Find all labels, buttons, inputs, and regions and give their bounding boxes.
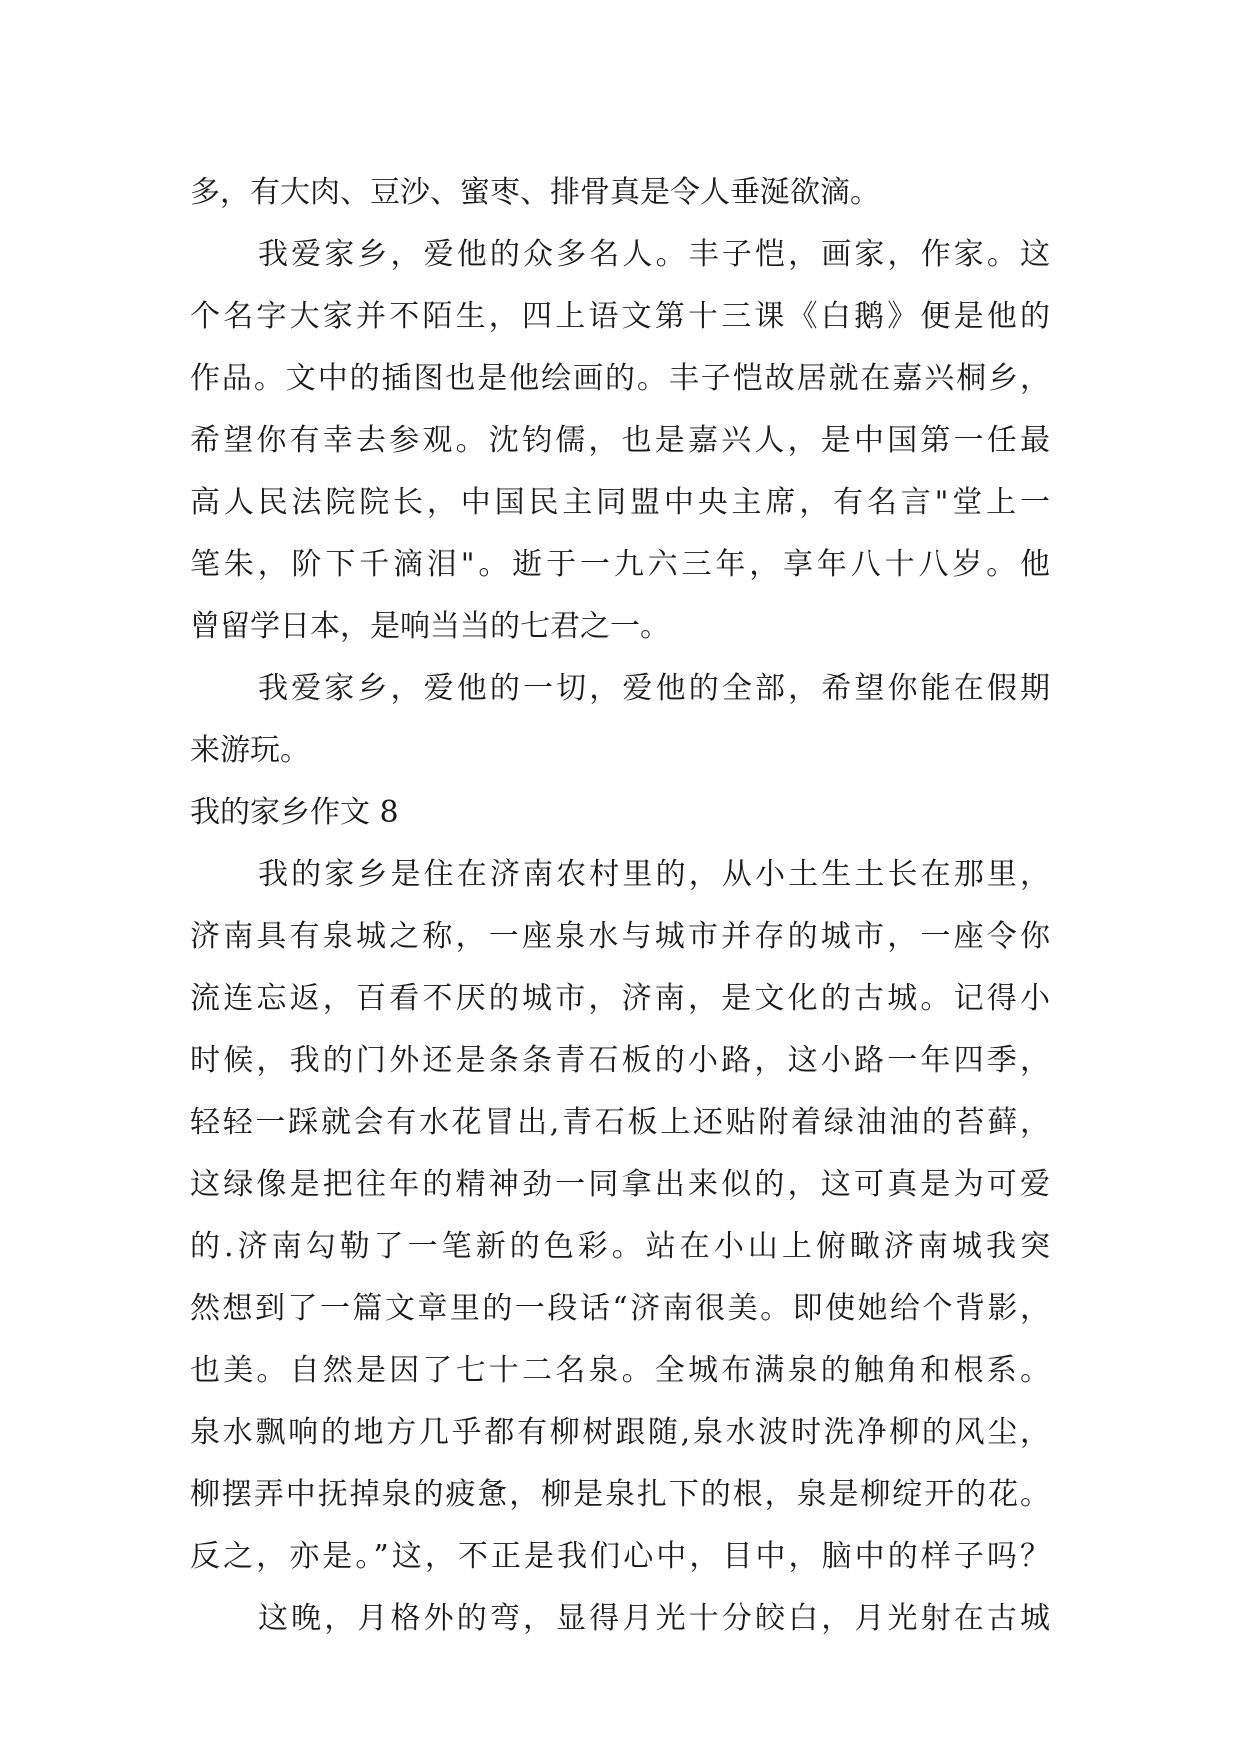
text-line: 的.济南勾勒了一笔新的色彩。站在小山上俯瞰济南城我突 — [190, 1229, 1050, 1264]
text-line: 高人民法院院长，中国民主同盟中央主席，有名言"堂上一 — [190, 485, 1050, 520]
text-line: 然想到了一篇文章里的一段话“济南很美。即使她给个背影， — [190, 1291, 1050, 1326]
text-line: 多，有大肉、豆沙、蜜枣、排骨真是令人垂涎欲滴。 — [190, 175, 880, 210]
text-line: 个名字大家并不陌生，四上语文第十三课《白鹅》便是他的 — [190, 299, 1050, 334]
text-line: 反之，亦是。”这，不正是我们心中，目中，脑中的样子吗？ — [190, 1539, 1050, 1574]
text-line: 也美。自然是因了七十二名泉。全城布满泉的触角和根系。 — [190, 1353, 1050, 1388]
text-line: 济南具有泉城之称，一座泉水与城市并存的城市，一座令你 — [190, 919, 1050, 954]
text-line: 时候，我的门外还是条条青石板的小路，这小路一年四季， — [190, 1043, 1050, 1078]
text-line: 这绿像是把往年的精神劲一同拿出来似的，这可真是为可爱 — [190, 1167, 1050, 1202]
text-line: 柳摆弄中抚掉泉的疲惫，柳是泉扎下的根，泉是柳绽开的花。 — [190, 1477, 1050, 1512]
text-line: 笔朱，阶下千滴泪"。逝于一九六三年，享年八十八岁。他 — [190, 547, 1050, 582]
text-line: 我的家乡是住在济南农村里的，从小土生土长在那里， — [258, 857, 1050, 892]
document-body — [190, 162, 1050, 1650]
text-line: 曾留学日本，是响当当的七君之一。 — [190, 609, 670, 644]
text-line: 我的家乡作文 8 — [190, 795, 399, 830]
text-line: 轻轻一踩就会有水花冒出,青石板上还贴附着绿油油的苔藓， — [190, 1105, 1050, 1140]
text-line: 泉水飘响的地方几乎都有柳树跟随,泉水波时洗净柳的风尘， — [190, 1415, 1050, 1450]
text-line: 作品。文中的插图也是他绘画的。丰子恺故居就在嘉兴桐乡， — [190, 361, 1050, 396]
text-line: 来游玩。 — [190, 733, 310, 768]
text-line: 这晚，月格外的弯，显得月光十分皎白，月光射在古城 — [258, 1601, 1050, 1636]
text-line: 希望你有幸去参观。沈钧儒，也是嘉兴人，是中国第一任最 — [190, 423, 1050, 458]
text-line: 我爱家乡，爱他的众多名人。丰子恺，画家，作家。这 — [258, 237, 1050, 272]
text-line: 我爱家乡，爱他的一切，爱他的全部，希望你能在假期 — [258, 671, 1050, 706]
text-line: 流连忘返，百看不厌的城市，济南，是文化的古城。记得小 — [190, 981, 1050, 1016]
